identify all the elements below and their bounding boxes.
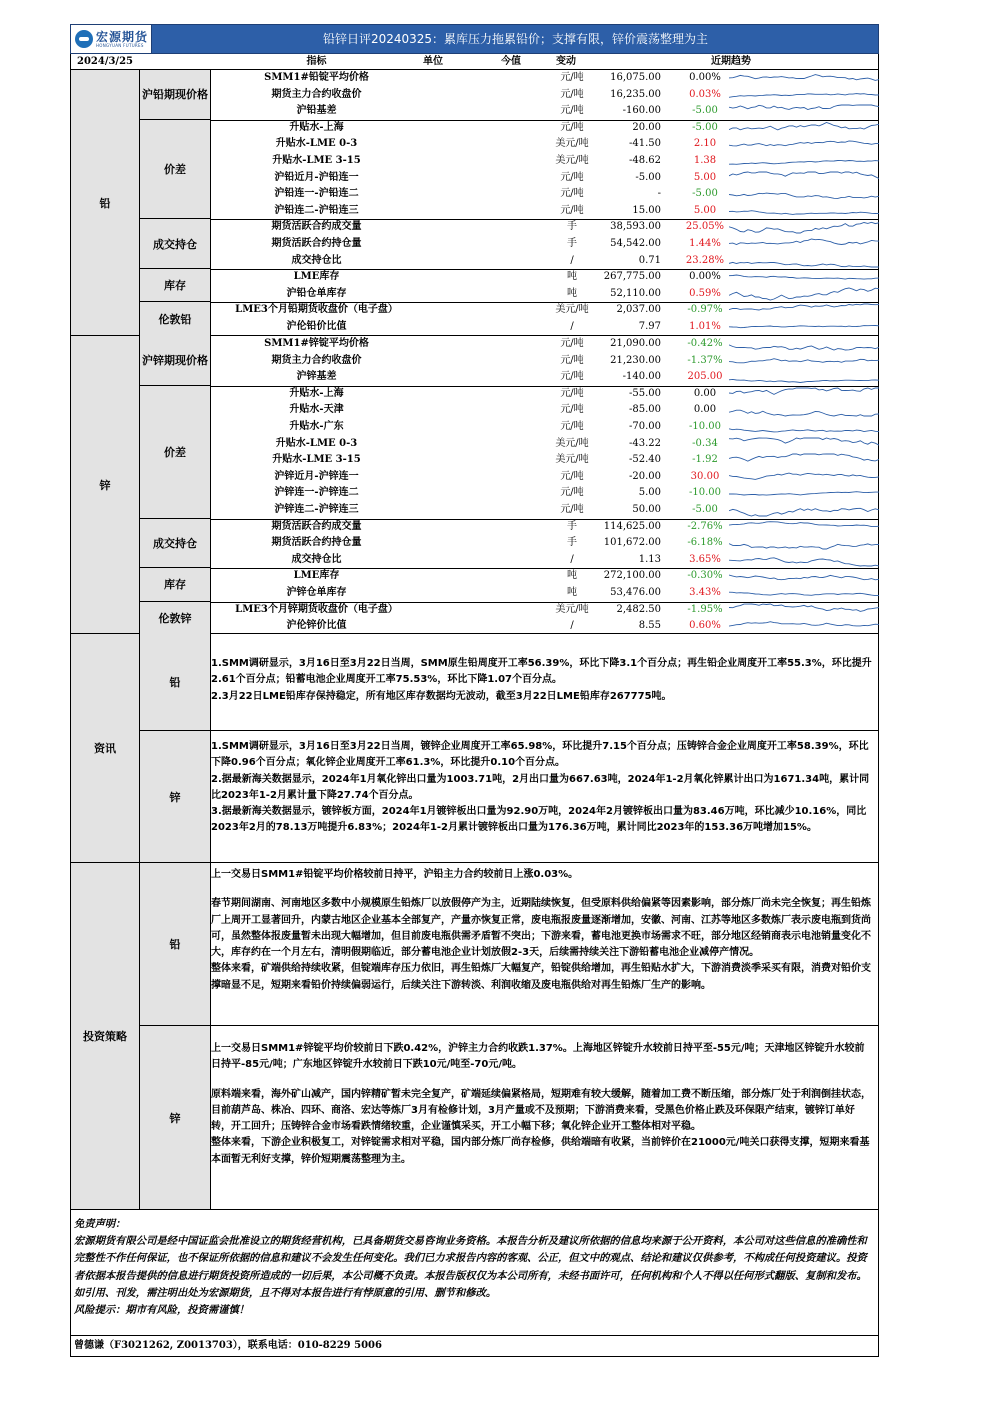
col-unit: 单位	[423, 56, 443, 67]
value-cell: 54,542.00	[610, 238, 661, 249]
report-page	[70, 24, 879, 1357]
indicator-name: 沪伦锌价比值	[286, 620, 347, 632]
indicator-name: LME库存	[293, 570, 340, 582]
unit-cell: /	[570, 553, 574, 565]
change-cell: 3.65%	[689, 553, 721, 565]
indicator-name: 沪铅近月-沪铅连一	[274, 171, 359, 183]
sparkline-icon	[729, 503, 879, 517]
indicator-name: SMM1#锌锭平均价格	[264, 338, 369, 349]
table-row	[211, 219, 878, 236]
value-cell: 272,100.00	[603, 570, 661, 582]
table-row	[211, 153, 878, 170]
unit-cell: 手	[567, 520, 577, 532]
indicator-name: 升贴水-LME 3-15	[272, 454, 361, 466]
change-cell: -1.95%	[687, 603, 723, 615]
value-cell: 21,090.00	[610, 338, 661, 349]
info-lead-para: 2.3月22日LME铅库存保持稳定，所有地区库存数据均无波动，截至3月22日LME铅库存267775吨。	[211, 690, 672, 702]
change-cell: 0.00	[693, 387, 717, 399]
table-row	[211, 103, 878, 120]
value-cell: -48.62	[628, 155, 661, 166]
unit-cell: /	[570, 620, 574, 632]
unit-cell: 元/吨	[560, 338, 584, 349]
indicator-name: 期货活跃合约持仓量	[271, 537, 362, 549]
table-row	[211, 269, 878, 286]
value-cell: -160.00	[622, 105, 661, 117]
report-date: 2024/3/25	[76, 56, 133, 67]
sparkline-icon	[729, 553, 879, 567]
col-change: 变动	[556, 56, 576, 67]
info-zinc-text	[211, 739, 874, 837]
unit-cell: 元/吨	[560, 72, 584, 83]
info-lead-para: 1.SMM调研显示，3月16日至3月22日当周，SMM原生铅周度开工率56.39%，环比下降3.1个百分点；再生铅企业周度开工率55.3%，环比提升2.61个百分点；铅蓄电池企业周度开工率75.53%，环比下降1.07个百分点。	[211, 658, 872, 686]
unit-cell: 元/吨	[560, 188, 584, 200]
sparkline-icon	[729, 237, 879, 251]
unit-cell: 手	[567, 238, 577, 249]
unit-cell: 美元/吨	[555, 437, 589, 449]
change-cell: 0.00%	[689, 72, 721, 83]
disclaimer-title: 免责声明：	[74, 1218, 126, 1230]
risk-warning: 风险提示：期市有风险，投资需谨慎！	[74, 1304, 250, 1317]
value-cell: 16,075.00	[610, 72, 661, 83]
strategy-lead-text	[211, 867, 874, 994]
table-row	[211, 286, 878, 303]
change-cell: -0.97%	[687, 304, 723, 316]
sparkline-icon	[729, 437, 879, 451]
table-row	[211, 519, 878, 536]
table-row	[211, 120, 878, 137]
logo-icon	[75, 30, 93, 48]
group-label: 沪铅期现价格	[140, 70, 211, 120]
sparkline-icon	[729, 470, 879, 484]
value-cell: 7.97	[638, 321, 661, 332]
strategy-zinc-text	[211, 1041, 874, 1168]
value-cell: -52.40	[628, 454, 661, 466]
group-label: 伦敦铅	[140, 302, 211, 335]
info-lead-text	[211, 656, 874, 705]
sparkline-icon	[729, 586, 879, 600]
table-row	[211, 469, 878, 486]
change-cell: 3.43%	[689, 587, 721, 598]
indicator-name: 期货活跃合约持仓量	[271, 238, 362, 249]
change-cell: -6.18%	[687, 537, 723, 549]
group-label: 库存	[140, 568, 211, 601]
zinc-label: 锌	[71, 336, 140, 633]
unit-cell: /	[570, 321, 574, 332]
change-cell: -0.42%	[687, 338, 723, 349]
unit-cell: 美元/吨	[555, 304, 589, 316]
value-cell: 15.00	[632, 204, 661, 216]
unit-cell: 美元/吨	[555, 138, 589, 150]
group-label: 成交持仓	[140, 519, 211, 569]
zinc-section	[70, 336, 879, 634]
table-row	[211, 585, 878, 602]
sparkline-icon	[729, 121, 879, 135]
change-cell: 0.00%	[689, 271, 721, 283]
table-row	[211, 618, 878, 635]
value-cell: -20.00	[628, 470, 661, 482]
sparkline-icon	[729, 520, 879, 534]
indicator-name: SMM1#铅锭平均价格	[264, 72, 369, 83]
sparkline-icon	[729, 403, 879, 417]
change-cell: 1.38	[693, 155, 717, 166]
change-cell: 205.00	[687, 371, 723, 383]
change-cell: -5.00	[692, 121, 718, 133]
table-row	[211, 568, 878, 585]
lead-label: 铅	[71, 70, 140, 335]
unit-cell: 元/吨	[560, 121, 584, 133]
unit-cell: 吨	[567, 587, 577, 598]
indicator-name: 期货活跃合约成交量	[271, 221, 362, 233]
change-cell: 5.00	[693, 171, 717, 183]
indicator-name: 沪锌近月-沪锌连一	[274, 470, 359, 482]
unit-cell: 手	[567, 221, 577, 233]
unit-cell: 元/吨	[560, 504, 584, 515]
unit-cell: 元/吨	[560, 88, 584, 100]
unit-cell: 美元/吨	[555, 454, 589, 466]
value-cell: -55.00	[628, 387, 661, 399]
indicator-name: 沪锌基差	[296, 371, 337, 383]
value-cell: 16,235.00	[610, 88, 661, 100]
indicator-name: 沪铅基差	[296, 105, 337, 117]
unit-cell: 吨	[567, 271, 577, 283]
value-cell: -5.00	[635, 171, 661, 183]
report-header	[70, 24, 879, 54]
unit-cell: 元/吨	[560, 204, 584, 216]
info-lead-label: 铅	[140, 634, 211, 730]
change-cell: -2.76%	[687, 520, 723, 532]
group-label: 价差	[140, 386, 211, 519]
lead-section	[70, 70, 879, 336]
info-zinc-para: 3.据最新海关数据显示，镀锌板方面，2024年1月镀锌板出口量为92.90万吨，2024年2月镀锌板出口量为83.46万吨，环比减少10.16%，同比2023年2月的78.13万吨提升6.83%；2024年1-2月累计镀锌板出口量为176.36万吨，累计同比2023年的153.36万吨增加15%。	[211, 806, 867, 834]
group-label: 伦敦锌	[140, 602, 211, 635]
change-cell: -5.00	[692, 188, 718, 200]
indicator-name: 升贴水-上海	[289, 387, 344, 399]
table-row	[211, 253, 878, 270]
table-row	[211, 319, 878, 336]
change-cell: 2.10	[693, 138, 717, 150]
value-cell: -	[657, 188, 661, 200]
table-row	[211, 203, 878, 220]
strategy-lead-label: 铅	[140, 863, 211, 1025]
sparkline-icon	[729, 137, 879, 151]
unit-cell: 吨	[567, 570, 577, 582]
table-row	[211, 419, 878, 436]
table-row	[211, 436, 878, 453]
sparkline-icon	[729, 337, 879, 351]
value-cell: 21,230.00	[610, 354, 661, 366]
sparkline-icon	[729, 171, 879, 185]
indicator-name: 期货主力合约收盘价	[271, 88, 362, 100]
unit-cell: /	[570, 254, 574, 266]
unit-cell: 元/吨	[560, 105, 584, 117]
table-row	[211, 502, 878, 519]
indicator-name: 期货主力合约收盘价	[271, 354, 362, 366]
logo-subtitle: HONGYUAN FUTURES	[96, 43, 144, 48]
sparkline-icon	[729, 354, 879, 368]
sparkline-icon	[729, 420, 879, 434]
indicator-name: 沪锌连二-沪锌连三	[274, 504, 359, 515]
company-logo	[71, 25, 152, 53]
indicator-name: 沪铅仓单库存	[286, 287, 347, 299]
sparkline-icon	[729, 453, 879, 467]
sparkline-icon	[729, 370, 879, 384]
value-cell: -85.00	[628, 404, 661, 416]
value-cell: 2,037.00	[616, 304, 661, 316]
value-cell: 5.00	[638, 487, 661, 499]
sparkline-icon	[729, 71, 879, 85]
column-header	[70, 54, 879, 70]
sparkline-icon	[729, 154, 879, 168]
group-label: 库存	[140, 269, 211, 302]
table-row	[211, 236, 878, 253]
table-row	[211, 353, 878, 370]
change-cell: -0.34	[692, 437, 718, 449]
value-cell: 20.00	[632, 121, 661, 133]
strategy-section	[70, 863, 879, 1210]
unit-cell: 元/吨	[560, 354, 584, 366]
col-value: 今值	[501, 56, 521, 67]
change-cell: -0.30%	[687, 570, 723, 582]
value-cell: -41.50	[628, 138, 661, 150]
sparkline-icon	[729, 303, 879, 317]
value-cell: 101,672.00	[603, 537, 661, 549]
disclaimer-body: 宏源期货有限公司是经中国证监会批准设立的期货经营机构，已具备期货交易咨询业务资格。本报告分析及建议所依据的信息均来源于公开资料，本公司对这些信息的准确性和完整性不作任何保证，也不保证所依据的信息和建议不会发生任何变化。我们已力求报告内容的客观、公正，但文中的观点、结论和建议仅供参考，不构成任何投资建议。投资者依据本报告提供的信息进行期货投资所造成的一切后果，本公司概不负责。本报告版权仅为本公司所有，未经书面许可，任何机构和个人不得以任何形式翻版、复制和发布。如引用、刊发，需注明出处为宏源期货，且不得对本报告进行有悖原意的引用、删节和修改。	[74, 1235, 867, 1299]
info-section	[70, 634, 879, 863]
indicator-name: 升贴水-上海	[289, 121, 344, 133]
col-indicator: 指标	[306, 56, 327, 67]
strategy-label: 投资策略	[71, 863, 140, 1209]
table-row	[211, 485, 878, 502]
change-cell: 23.28%	[685, 254, 725, 266]
change-cell: -1.92	[692, 454, 718, 466]
change-cell: 30.00	[690, 470, 720, 482]
change-cell: -5.00	[692, 504, 718, 515]
strategy-zinc-para: 整体来看，下游企业积极复工，对锌锭需求相对平稳，国内部分炼厂尚存检修，供给端暗有收紧，当前锌价在21000元/吨关口获得支撑，短期来看基本面暂无利好支撑，锌价短期震荡整理为主。	[211, 1137, 870, 1165]
unit-cell: 元/吨	[560, 404, 584, 416]
value-cell: 8.55	[638, 620, 661, 632]
indicator-name: 期货活跃合约成交量	[271, 520, 362, 532]
change-cell: 0.60%	[689, 620, 721, 632]
indicator-name: 沪伦铅价比值	[286, 321, 347, 332]
indicator-name: 升贴水-天津	[289, 404, 344, 416]
sparkline-icon	[729, 204, 879, 218]
col-trend: 近期趋势	[711, 56, 751, 67]
sparkline-icon	[729, 320, 879, 334]
table-row	[211, 170, 878, 187]
strategy-lead-para: 春节期间湖南、河南地区多数中小规模原生铅炼厂以放假停产为主，近期陆续恢复，但受原料供给偏紧等因素影响，部分炼厂尚未完全恢复；再生铅炼厂上周开工显著回升，内蒙古地区企业基本全部复产，产量亦恢复正常，废电瓶报废量逐渐增加，安徽、河南、江苏等地区多数炼厂表示废电瓶到货尚可，虽然整体报废量暂未出现大幅增加，但目前废电瓶供需矛盾暂不突出；下游来看，蓄电池更换市场需求不旺，部分地区经销商表示电池销量变化不大，库存约在一个月左右，清明假期临近，部分蓄电池企业计划放假2-3天，后续需持续关注下游铅蓄电池企业减停产情况。	[211, 898, 871, 959]
table-row	[211, 535, 878, 552]
unit-cell: 吨	[567, 287, 577, 299]
table-row	[211, 402, 878, 419]
disclaimer	[70, 1210, 879, 1336]
unit-cell: 手	[567, 537, 577, 549]
indicator-name: 升贴水-LME 0-3	[275, 138, 358, 150]
unit-cell: 元/吨	[560, 487, 584, 499]
indicator-name: 沪锌仓单库存	[286, 587, 347, 598]
value-cell: -140.00	[622, 371, 661, 383]
indicator-name: 升贴水-LME 0-3	[275, 437, 358, 449]
value-cell: 52,110.00	[610, 287, 661, 299]
indicator-name: 升贴水-广东	[289, 421, 344, 432]
unit-cell: 元/吨	[560, 470, 584, 482]
report-title: 铅锌日评20240325：累库压力拖累铅价；支撑有限，锌价震荡整理为主	[322, 32, 709, 46]
change-cell: 1.44%	[689, 238, 721, 249]
sparkline-icon	[729, 287, 879, 301]
sparkline-icon	[729, 569, 879, 583]
info-zinc-para: 1.SMM调研显示，3月16日至3月22日当周，镀锌企业周度开工率65.98%，环比提升7.15个百分点；压铸锌合金企业周度开工率58.39%，环比下降0.96个百分点；氧化锌企业周度开工率61.3%，环比提升0.10个百分点。	[211, 741, 869, 769]
change-cell: 1.01%	[689, 321, 721, 332]
table-row	[211, 336, 878, 353]
sparkline-icon	[729, 187, 879, 201]
strategy-divider	[140, 1025, 878, 1026]
change-cell: -1.37%	[687, 354, 723, 366]
change-cell: 0.59%	[689, 287, 721, 299]
indicator-name: 沪铅连二-沪铅连三	[274, 204, 359, 216]
indicator-name: LME3个月锌期货收盘价（电子盘）	[235, 603, 398, 615]
strategy-lead-para: 整体来看，矿端供给持续收紧，但锭端库存压力依旧，再生铅炼厂大幅复产，铅锭供给增加，再生铅贴水扩大，下游消费淡季采买有限，消费对铅价支撑暗显不足，短期来看铅价持续偏弱运行，后续关注下游转淡、利润收缩及废电瓶供给对再生铅炼厂生产的影响。	[211, 963, 871, 991]
strategy-zinc-para: 原料端来看，海外矿山减产，国内锌精矿暂未完全复产，矿端延续偏紧格局，短期难有较大缓解，随着加工费不断压缩，部分炼厂处于利润倒挂状态，目前葫芦岛、株冶、四环、商洛、宏达等炼厂3月有检修计划，3月产量或不及预期；下游消费来看，受黑色价格止跌及环保限产结束，镀锌订单好转，开工回升；压铸锌合金市场看跌情绪较重，企业谨慎采买，开工小幅下移；氧化锌企业开工整体相对平稳。	[211, 1088, 871, 1133]
info-zinc-para: 2.据最新海关数据显示，2024年1月氧化锌出口量为1003.71吨，2月出口量为667.63吨，2024年1-2月氧化锌累计出口为1671.34吨，累计同比2023年1-2月累计量下降27.74个百分点。	[211, 773, 870, 801]
sparkline-icon	[729, 486, 879, 500]
analyst-contact: 曾德谦（F3021262, Z0013703），联系电话：010-8229 5006	[70, 1336, 879, 1357]
indicator-name: LME库存	[293, 271, 340, 283]
info-zinc-label: 锌	[140, 731, 211, 862]
strategy-zinc-para: 上一交易日SMM1#锌锭平均价较前日下跌0.42%，沪锌主力合约收跌1.37%。上海地区锌锭升水较前日持平至-55元/吨；天津地区锌锭升水较前日持平-85元/吨；广东地区锌锭升水较前日下跌10元/吨至-70元/吨。	[211, 1043, 865, 1071]
sparkline-icon	[729, 536, 879, 550]
value-cell: -43.22	[628, 437, 661, 449]
table-row	[211, 386, 878, 403]
sparkline-icon	[729, 220, 879, 234]
unit-cell: 美元/吨	[555, 155, 589, 166]
table-row	[211, 452, 878, 469]
table-row	[211, 70, 878, 87]
sparkline-icon	[729, 603, 879, 617]
sparkline-icon	[729, 619, 879, 633]
table-row	[211, 136, 878, 153]
indicator-name: 成交持仓比	[291, 254, 342, 266]
strategy-lead-para: 上一交易日SMM1#铅锭平均价格较前日持平，沪铅主力合约较前日上涨0.03%。	[211, 869, 579, 880]
table-row	[211, 369, 878, 386]
strategy-zinc-label: 锌	[140, 1026, 211, 1209]
value-cell: 50.00	[632, 504, 661, 515]
indicator-name: 成交持仓比	[291, 553, 342, 565]
value-cell: 1.13	[638, 553, 661, 565]
sparkline-icon	[729, 88, 879, 102]
table-row	[211, 302, 878, 319]
value-cell: 0.71	[638, 254, 661, 266]
table-row	[211, 602, 878, 619]
change-cell: -5.00	[692, 105, 718, 117]
change-cell: 0.03%	[689, 88, 721, 100]
table-row	[211, 552, 878, 569]
unit-cell: 元/吨	[560, 371, 584, 383]
table-row	[211, 186, 878, 203]
value-cell: 2,482.50	[616, 603, 661, 615]
value-cell: 114,625.00	[603, 520, 661, 532]
sparkline-icon	[729, 104, 879, 118]
indicator-name: 升贴水-LME 3-15	[272, 155, 361, 166]
value-cell: 38,593.00	[610, 221, 661, 233]
value-cell: -70.00	[628, 421, 661, 432]
value-cell: 267,775.00	[603, 271, 661, 283]
change-cell: -10.00	[688, 421, 721, 432]
indicator-name: 沪锌连一-沪锌连二	[274, 487, 359, 499]
logo-name: 宏源期货	[96, 30, 149, 44]
info-label: 资讯	[71, 634, 140, 862]
unit-cell: 美元/吨	[555, 603, 589, 615]
group-label: 沪锌期现价格	[140, 336, 211, 386]
sparkline-icon	[729, 254, 879, 268]
group-label: 成交持仓	[140, 219, 211, 269]
change-cell: 25.05%	[685, 221, 725, 233]
info-divider	[140, 730, 878, 731]
indicator-name: 沪铅连一-沪铅连二	[274, 188, 359, 200]
change-cell: 0.00	[693, 404, 717, 416]
value-cell: 53,476.00	[610, 587, 661, 598]
sparkline-icon	[729, 270, 879, 284]
unit-cell: 元/吨	[560, 387, 584, 399]
indicator-name: LME3个月铅期货收盘价（电子盘）	[235, 304, 398, 316]
group-label: 价差	[140, 120, 211, 220]
sparkline-icon	[729, 387, 879, 401]
table-row	[211, 87, 878, 104]
change-cell: -10.00	[688, 487, 721, 499]
change-cell: 5.00	[693, 204, 717, 216]
unit-cell: 元/吨	[560, 171, 584, 183]
unit-cell: 元/吨	[560, 421, 584, 432]
